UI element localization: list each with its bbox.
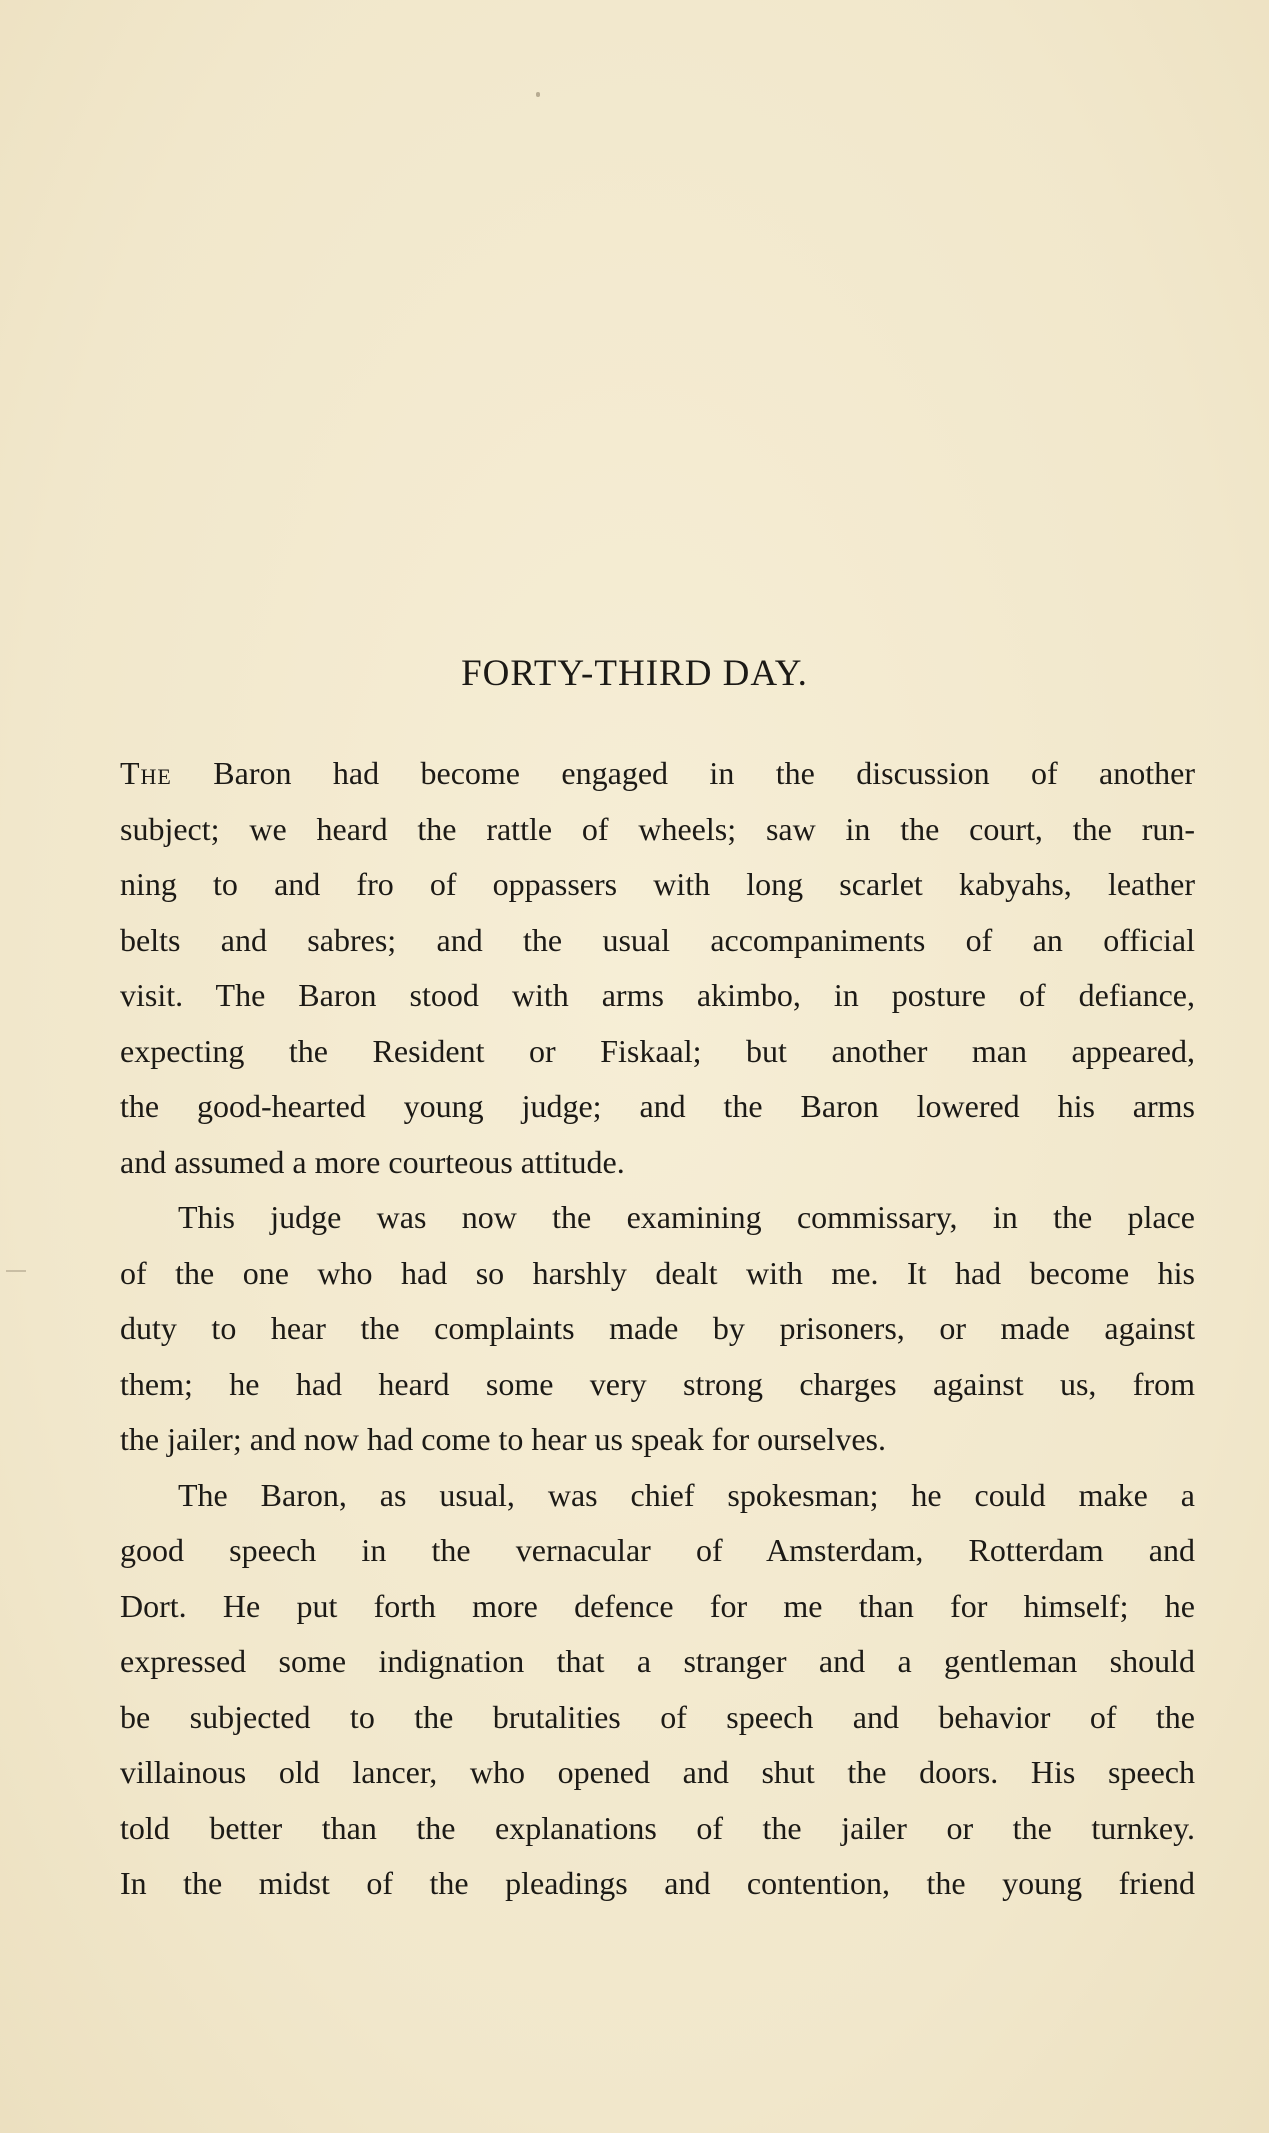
text-line: of the one who had so harshly dealt with me. It had become his xyxy=(120,1254,1195,1291)
text-line: The Baron, as usual, was chief spokesman; he could make a xyxy=(178,1476,1195,1513)
text-line: the good-hearted young judge; and the Baron lowered his arms xyxy=(120,1088,1195,1124)
text-line: duty to hear the complaints made by prisoners, or made against xyxy=(120,1310,1195,1346)
text-line: them; he had heard some very strong charges against us, from xyxy=(120,1365,1195,1402)
text-line: This judge was now the examining commissary, in the place xyxy=(178,1199,1195,1235)
text-line: expressed some indignation that a stranger and a gentleman should xyxy=(120,1643,1195,1679)
text-line: In the midst of the pleadings and contention, the young friend xyxy=(120,1865,1195,1901)
text-line: ning to and fro of oppassers with long scarlet kabyahs, leather xyxy=(120,866,1195,902)
text-line: expecting the Resident or Fiskaal; but another man appeared, xyxy=(120,1032,1195,1069)
text-line: The Baron had become engaged in the discussion of another xyxy=(120,755,1195,791)
body-text xyxy=(120,746,1195,1912)
text-line: be subjected to the brutalities of speech and behavior of the xyxy=(120,1698,1195,1735)
paper-speck xyxy=(536,92,540,97)
opening-word: The xyxy=(120,755,172,791)
text-line: subject; we heard the rattle of wheels; saw in the court, the run- xyxy=(120,810,1195,847)
text-line: told better than the explanations of the jailer or the turnkey. xyxy=(120,1809,1195,1846)
text-line: Dort. He put forth more defence for me than for himself; he xyxy=(120,1587,1195,1624)
text-line: belts and sabres; and the usual accompaniments of an official xyxy=(120,921,1195,958)
text-line: the jailer; and now had come to hear us speak for ourselves. xyxy=(120,1421,886,1457)
text-line: visit. The Baron stood with arms akimbo, in posture of defiance, xyxy=(120,977,1195,1013)
margin-mark xyxy=(6,1270,26,1272)
text-line: villainous old lancer, who opened and shut the doors. His speech xyxy=(120,1754,1195,1790)
chapter-heading: FORTY-THIRD DAY. xyxy=(461,653,808,694)
text-line: and assumed a more courteous attitude. xyxy=(120,1143,625,1180)
text-line: good speech in the vernacular of Amsterdam, Rotterdam and xyxy=(120,1532,1195,1568)
